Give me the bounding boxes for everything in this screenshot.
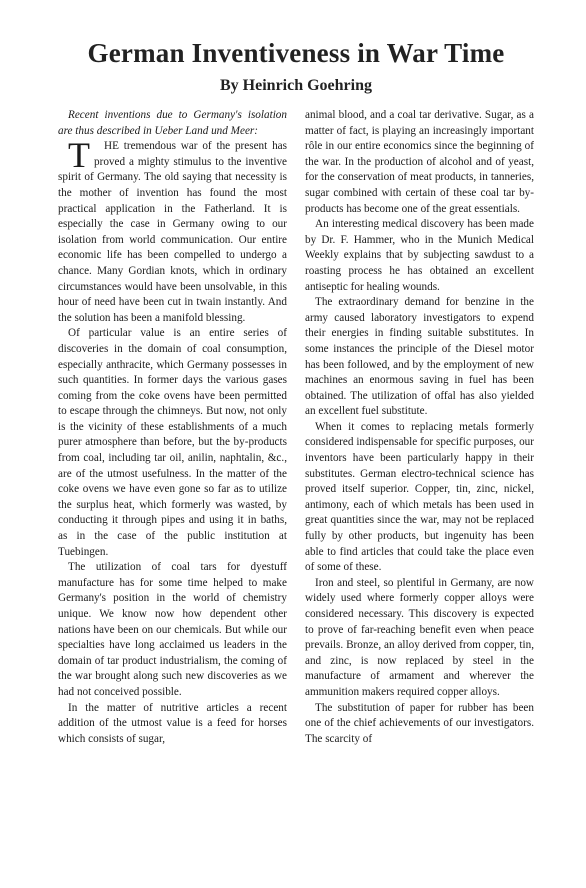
paragraph: The utilization of coal tars for dyestuff manufacture has for some time helped to make Germany's position in the world of chemistry unique. We know now how dependent other nations have been on our chemicals. But while our specialties have long acclaimed us leaders in the domain of tar product industrialism, the coming of the war brought along such new discoveries as we had not conceived possible. [58,561,287,698]
first-paragraph [58,135,287,326]
paragraph: The extraordinary demand for benzine in the army caused laboratory investigators to expend their energies in finding suitable substitutes. In some instances the principle of the Diesel motor has been followed, and by the employment of new machines an enormous saving in fuel has been obtained. The utilization of offal has also yielded an excellent fuel substitute. [305,296,534,418]
first-paragraph-text: HE tremendous war of the present has proved a mighty stimulus to the inventive spirit of Germany. The old saying that necessity is the mother of invention has found the most practical application in the Fatherland. It is especially the case in Germany owing to our isolation from world communication. Our entire economic life has been compelled to undergo a chance. Many Gordian knots, which in ordinary circumstances would have been unsolvable, in this hour of need have been cut in twain instantly. And the solution has been a manifold blessing. [58,140,287,324]
paragraph: Of particular value is an entire series of discoveries in the domain of coal consumption, especially anthracite, which Germany possesses in such quantities. In former days the various gases coming from the coke ovens have been permitted to escape through the chimneys. But now, not only is the vicinity of these establishments of a much purer atmosphere than before, but the by-products from coal, including tar oil, anilin, naphtalin, &c., are of the utmost usefulness. In the matter of the coke ovens we have even gone so far as to utilize the surplus heat, which formerly was wasted, by conducting it through pipes and using it in baths, as in the case of the public institution at Tuebingen. [58,327,287,558]
paragraph: Iron and steel, so plentiful in Germany, are now widely used where formerly copper alloys were considered necessary. This discovery is expected to prove of far-reaching benefit even when peace prevails. Bronze, an alloy derived from copper, tin, and zinc, is now replaced by steel in the manufacture of armament and wherever the ammunition makers required copper alloys. [305,576,534,698]
drop-cap: T [68,135,90,176]
intro-note: Recent inventions due to Germany's isolation are thus described in Ueber Land und Meer: [58,109,287,137]
article-body [58,108,534,747]
right-column [305,108,534,747]
continued-paragraph: animal blood, and a coal tar derivative. Sugar, as a matter of fact, is playing an increasingly important rôle in our entire economics since the beginning of the war. In the production of alcohol and of yeast, for the conservation of meat products, in tanneries, sugar combined with certain of these coal tar by-products has become one of the great essentials. [305,109,534,215]
paragraph: An interesting medical discovery has been made by Dr. F. Hammer, who in the Munich Medical Weekly explains that by subjecting sawdust to a roasting process he has obtained an excellent antiseptic for healing wounds. [305,218,534,293]
paragraph: In the matter of nutritive articles a recent addition of the utmost value is a feed for horses which consists of sugar, [58,701,287,745]
article-byline: By Heinrich Goehring [220,77,372,94]
left-column [58,108,287,747]
paragraph: The substitution of paper for rubber has been one of the chief achievements of our investigators. The scarcity of [305,701,534,745]
article-title: German Inventiveness in War Time [87,38,505,68]
paragraph: When it comes to replacing metals formerly considered indispensable for specific purposes, our inventors have been particularly happy in their substitutes. German electro-technical science has proved itself superior. Copper, tin, zinc, nickel, antimony, each of which metals has been used in great quantities since the war, may not be replaced fully by other products, but ingenuity has been able to find articles that could take the place even of some of these. [305,420,534,574]
